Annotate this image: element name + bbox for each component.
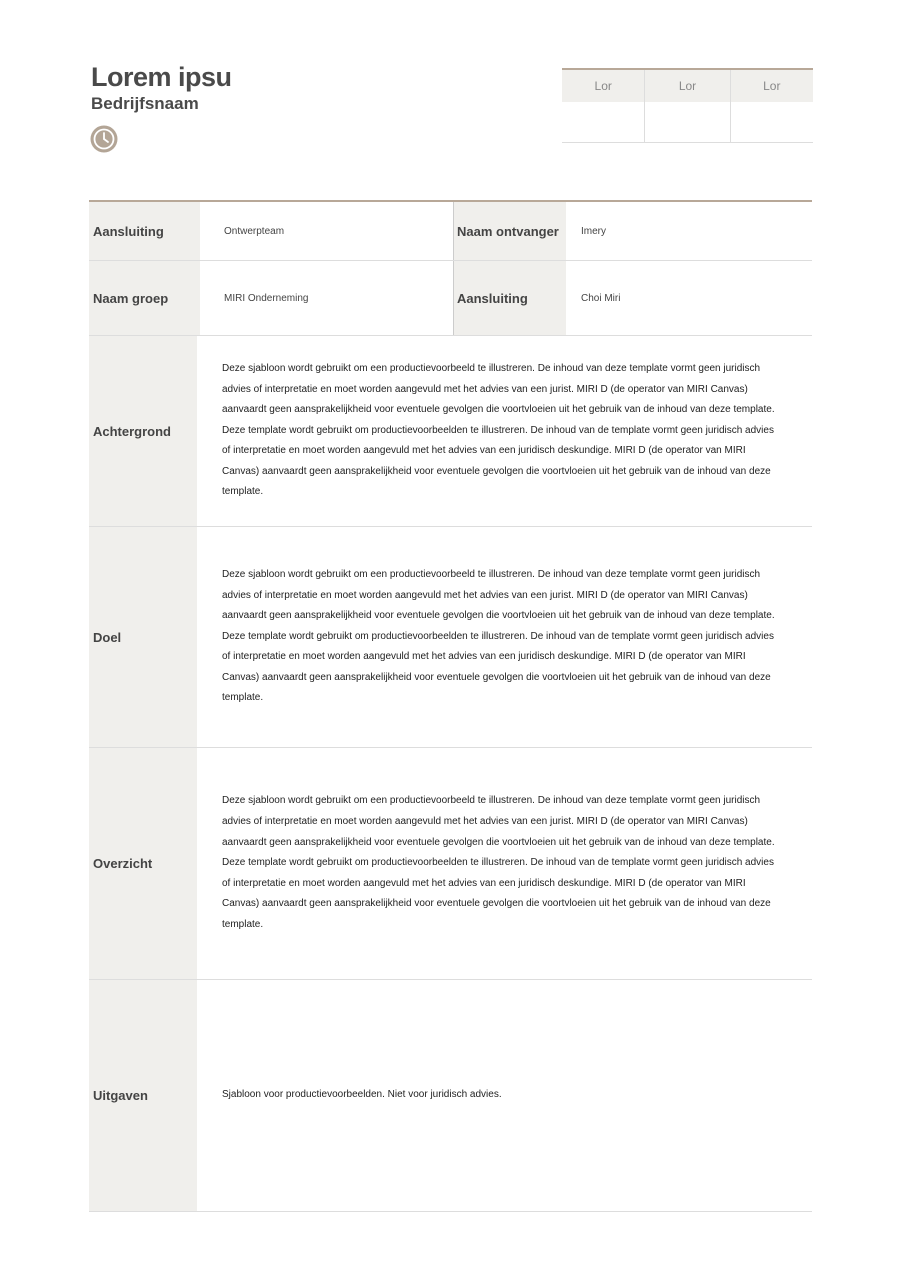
section-body [197, 980, 812, 1211]
company-name: Bedrijfsnaam [91, 94, 199, 113]
section-achtergrond [89, 336, 812, 527]
info-table [89, 202, 812, 336]
info-label: Naam ontvanger [453, 202, 566, 260]
clock-icon [90, 125, 118, 153]
info-value: Choi Miri [581, 292, 621, 304]
section-body [197, 336, 812, 526]
section-body [197, 527, 812, 747]
section-text: Deze sjabloon wordt gebruikt om een productievoorbeeld te illustreren. De inhoud van deze template vormt geen juridisch advies of interpretatie en moet worden aangevuld met het advies van een jurist. MIRI D (de operator van MIRI Canvas) aanvaardt geen aansprakelijkheid voor eventuele gevolgen die voortvloeien uit het gebruik van de inhoud van deze template. Deze template wordt gebruikt om productievoorbeelden te illustreren. De inhoud van de template vormt geen juridisch advies of interpretatie en moet worden aangevuld met het advies van een juridisch deskundige. MIRI D (de operator van MIRI Canvas) aanvaardt geen aansprakelijkheid voor eventuele gevolgen die voortvloeien uit het gebruik van de inhoud van deze template. [222, 568, 775, 704]
info-value: Imery [581, 225, 606, 237]
section-text: Deze sjabloon wordt gebruikt om een productievoorbeeld te illustreren. De inhoud van deze template vormt geen juridisch advies of interpretatie en moet worden aangevuld met het advies van een jurist. MIRI D (de operator van MIRI Canvas) aanvaardt geen aansprakelijkheid voor eventuele gevolgen die voortvloeien uit het gebruik van de inhoud van deze template. Deze template wordt gebruikt om productievoorbeelden te illustreren. De inhoud van de template vormt geen juridisch advies of interpretatie en moet worden aangevuld met het advies van een juridisch deskundige. MIRI D (de operator van MIRI Canvas) aanvaardt geen aansprakelijkheid voor eventuele gevolgen die voortvloeien uit het gebruik van de inhoud van deze template. [222, 795, 775, 930]
section-body [197, 748, 812, 979]
approval-table [562, 68, 813, 143]
section-uitgaven [89, 980, 812, 1212]
info-row [89, 261, 812, 336]
info-value: Ontwerpteam [224, 225, 285, 237]
info-label: Aansluiting [89, 202, 200, 260]
section-doel [89, 527, 812, 748]
section-label: Overzicht [89, 748, 197, 979]
approval-cell[interactable] [645, 102, 730, 143]
info-label: Aansluiting [453, 261, 566, 335]
section-text: Deze sjabloon wordt gebruikt om een productievoorbeeld te illustreren. De inhoud van deze template vormt geen juridisch advies of interpretatie en moet worden aangevuld met het advies van een jurist. MIRI D (de operator van MIRI Canvas) aanvaardt geen aansprakelijkheid voor eventuele gevolgen die voortvloeien uit het gebruik van de inhoud van deze template. Deze template wordt gebruikt om productievoorbeelden te illustreren. De inhoud van de template vormt geen juridisch advies of interpretatie en moet worden aangevuld met het advies van een juridisch deskundige. MIRI D (de operator van MIRI Canvas) aanvaardt geen aansprakelijkheid voor eventuele gevolgen die voortvloeien uit het gebruik van de inhoud van deze template. [222, 362, 775, 498]
approval-header: Lor [645, 69, 730, 102]
info-row [89, 202, 812, 261]
section-overzicht [89, 748, 812, 980]
approval-cell[interactable] [562, 102, 645, 143]
approval-header: Lor [562, 69, 645, 102]
approval-header: Lor [730, 69, 813, 102]
section-label: Uitgaven [89, 980, 197, 1211]
section-label: Achtergrond [89, 336, 197, 526]
approval-cell[interactable] [730, 102, 813, 143]
document-title: Lorem ipsu [91, 62, 232, 92]
info-value: MIRI Onderneming [224, 292, 309, 304]
section-label: Doel [89, 527, 197, 747]
section-text: Sjabloon voor productievoorbeelden. Niet voor juridisch advies. [222, 1089, 502, 1101]
info-label: Naam groep [89, 261, 200, 335]
